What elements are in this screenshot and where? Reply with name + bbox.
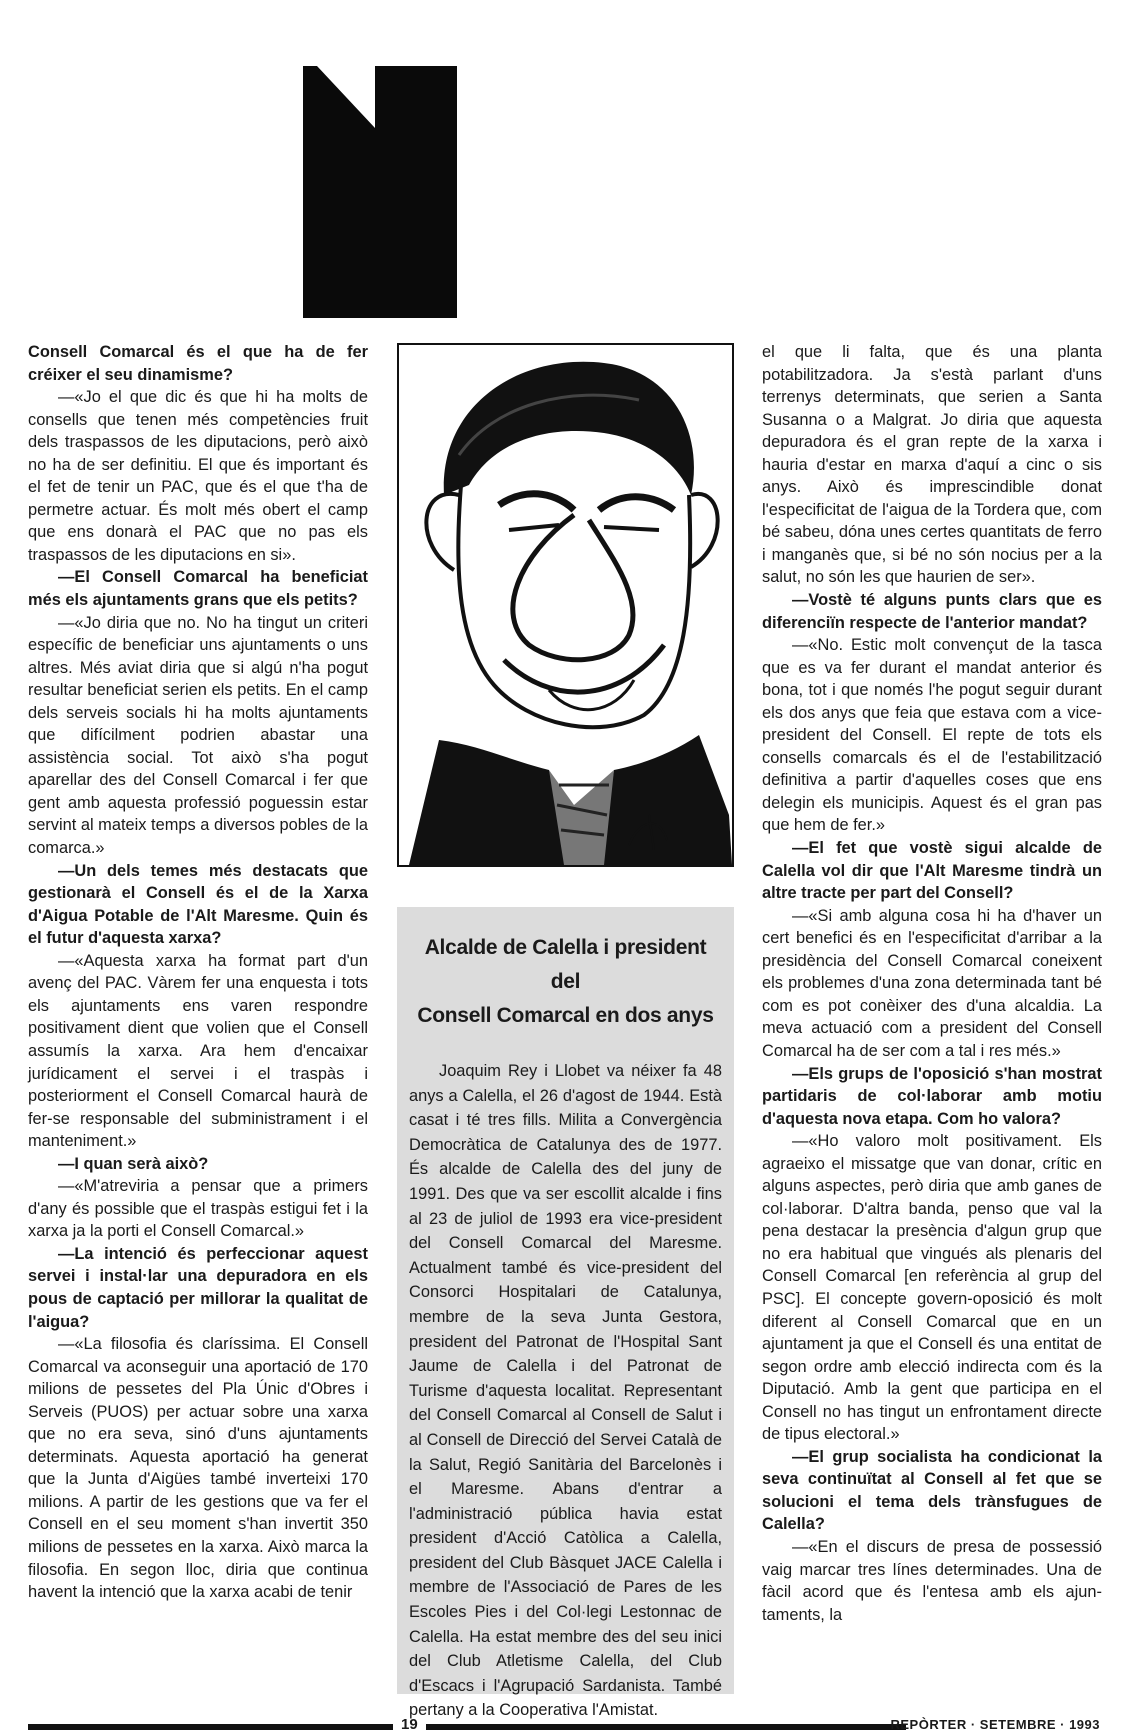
interview-answer: —«La filosofia és claríssima. El Consell Comarcal va aconseguir una aportació de 170 milions de pessetes del Pla Únic d'Obres i Serveis (PUOS) per actuar sobre una xarxa que no era seva, sinó d'uns ajuntaments determinats. Aquesta aportació ha generat que la Junta d'Aigües també inverteixi 170 milions. A partir de les gestions que va fer el Consell en el seu moment s'han invertit 350 milions de pessetes en la xarxa. Això marca la filosofia. En segon lloc, diria que continua havent la intenció que la xarxa acabi de tenir: [28, 1335, 368, 1602]
sidebar-body-text: Joaquim Rey i Llobet va néixer fa 48 anys a Calella, el 26 d'agost de 1944. Està casat i té tres fills. Milita a Convergència Democràtica de Catalunya des de 1977. És alcalde de Calella des del juny de 1991. Des que va ser escollit alcalde i fins al 23 de juliol de 1993 era vice-president del Consell Comarcal del Maresme. Actualment també és vice-president del Consorci Hospitalari de Catalunya, membre de la seva Junta Gestora, president del Patronat de l'Hospital Sant Jaume de Calella i del Patronat de Turisme d'aquesta localitat. Representant del Consell Comarcal al Consell de Salut i al Consell de Direcció del Servei Català de la Salut, Regió Sanitària del Barcelonès i el Maresme. Abans d'entrar a l'administració pública havia estat president d'Acció Catòlica a Calella, president del Club Bàsquet JACE Calella i membre de l'Associació de Pares de les Escoles Pies i del Col·legi Lestonnac de Calella. Ha estat membre des del seu inici del Club Atletisme Calella, del Club d'Escacs i l'Agrupació Sardanista. També pertany a la Cooperativa l'Amistat.: [409, 1062, 722, 1720]
interview-answer: —«Si amb alguna cosa hi ha d'haver un cert benefici és en l'especificitat d'arribar a la presidència del Consell Comarcal coneixent els problemes d'una zona determinada tant bé com es pot conèixer des d'una alcaldia. La meva actuació com a president del Consell Comarcal ha de ser com a tal i res més.»: [762, 906, 1102, 1060]
interview-question: —Vostè té alguns punts clars que es diferenciïn respecte de l'anterior mandat?: [762, 591, 1102, 632]
interview-answer: —«En el discurs de presa de possessió vaig marcar tres línes determinades. Una de fàcil acord que és l'entesa amb els ajun-taments, la: [762, 1537, 1102, 1624]
interview-question: —I quan serà això?: [58, 1154, 209, 1173]
interview-answer: —«Ho valoro molt positivament. Els agraeixo el missatge que van donar, crític en alguns aspectes, però diria que amb ganes de col·laborar. D'altra banda, penso que val la pena destacar la presència d'algun grup que no era habitual que vingués als plenaris del Consell Comarcal [en referència al grup del PSC]. El concepte govern-oposició és molt diferent al Consell Comarcal que en un ajuntament ja que el Consell és una entitat de segon ordre amb elecció indirecta com és la Diputació. Amb la gent que participa en el Consell no has tingut un enfrontament directe de tipus electoral.»: [762, 1132, 1102, 1444]
page-footer: [28, 1716, 1108, 1734]
sidebar-title-line-1: Alcalde de Calella i president del: [424, 936, 707, 993]
sidebar-title: [409, 931, 722, 1033]
sidebar-title-line-2: Consell Comarcal en dos anys: [417, 1004, 714, 1027]
magazine-initial-block: [303, 66, 457, 318]
footer-rule-right: [426, 1724, 906, 1730]
interview-question: Consell Comarcal és el que ha de fer créixer el seu dinamisme?: [28, 343, 368, 384]
interview-answer: —«Aquesta xarxa ha format part d'un avenç del PAC. Vàrem fer una enquesta i tots els ajuntaments ens varen respondre positivament dient que volien que el Consell assumís la xarxa. Ara hem d'encaixar jurídicament el servei i el traspàs i posteriorment el Consell Comarcal haurà de fer-se responsable del subministrament i el manteniment.»: [28, 951, 368, 1151]
interview-question: —El grup socialista ha condicionat la seva continuïtat al Consell al fet que se solucioni el tema dels trànsfugues de Calella?: [762, 1447, 1102, 1534]
interview-answer: —«M'atreviria a pensar que a primers d'any és possible que el traspàs estigui fet i la xarxa ja la porti el Consell Comarcal.»: [28, 1177, 368, 1241]
interview-question: —El Consell Comarcal ha beneficiat més els ajuntaments grans que els petits?: [28, 568, 368, 610]
page-number: 19: [401, 1716, 418, 1733]
interview-answer: —«Jo el que dic és que hi ha molts de consells que tenen més competències fruit dels traspassos de les diputacions, però això no ha de ser definitiu. El que és important és el fet de tenir un PAC, que és el que t'ha de permetre actuar. És molt més obert el camp que ens donarà el PAC que no pas els traspassos de les diputacions en si».: [28, 388, 368, 564]
footer-rule-left: [28, 1724, 393, 1730]
magazine-issue-label: REPÒRTER · SETEMBRE · 1993: [890, 1717, 1100, 1732]
interview-question: —Un dels temes més destacats que gestionarà el Consell és el de la Xarxa d'Aigua Potable de l'Alt Maresme. Quin és el futur d'aquesta xarxa?: [28, 861, 368, 948]
interview-answer: —«Jo diria que no. No ha tingut un criteri específic de beneficiar uns ajuntaments o uns altres. Més aviat diria que si algú n'ha pogut resultar beneficiat serien els petits. En el camp dels serveis socials hi ha molts ajuntaments que difícilment podrien abastar una assistència social. Tot això s'ha pogut aparellar des del Consell Comarcal i fer que gent amb aquesta professió poguessin estar servint al mateix temps a diversos pobles de la comarca.»: [28, 613, 368, 858]
biography-sidebar: [397, 907, 734, 1720]
interview-answer: —«No. Estic molt convençut de la tasca que es va fer durant el mandat anterior és bona, tot i que només l'he pogut seguir durant els dos anys que feia que estava com a vice-president del Consell. El repte de tots els consells comarcals és el de l'estabilització definitiva a partir d'aquelles coses que ens delegin els municipis. Aquest és el gran pas que hem de fer.»: [762, 636, 1102, 835]
interview-question: —El fet que vostè sigui alcalde de Calella vol dir que l'Alt Maresme tindrà un altre tracte per part del Consell?: [762, 839, 1102, 903]
interview-answer: el que li falta, que és una planta potabilitzadora. Ja s'està parlant d'uns terrenys determinats, que serien a Santa Susanna o a Malgrat. Jo diria que aquesta depuradora és el gran repte de la xarxa i hauria d'estar en marxa d'aquí a cinc o sis anys. Això és imprescindible donat l'especificitat de l'aigua de la Tordera que, com bé sabeu, dóna unes certes quantitats de ferro i manganès que, si bé no són nocius per a la salut, no són les que haurien de ser».: [762, 343, 1102, 587]
interview-question: —Els grups de l'oposició s'han mostrat partidaris de col·laborar amb motiu d'aquesta nova etapa. Com ho valora?: [762, 1064, 1102, 1128]
interview-question: —La intenció és perfeccionar aquest servei i instal·lar una depuradora en els pous de captació per millorar la qualitat de l'aigua?: [28, 1244, 368, 1331]
right-text-column: [762, 341, 1102, 1626]
caricature-portrait: [397, 343, 734, 867]
left-text-column: [28, 341, 368, 1604]
caricature-drawing: [399, 345, 732, 865]
